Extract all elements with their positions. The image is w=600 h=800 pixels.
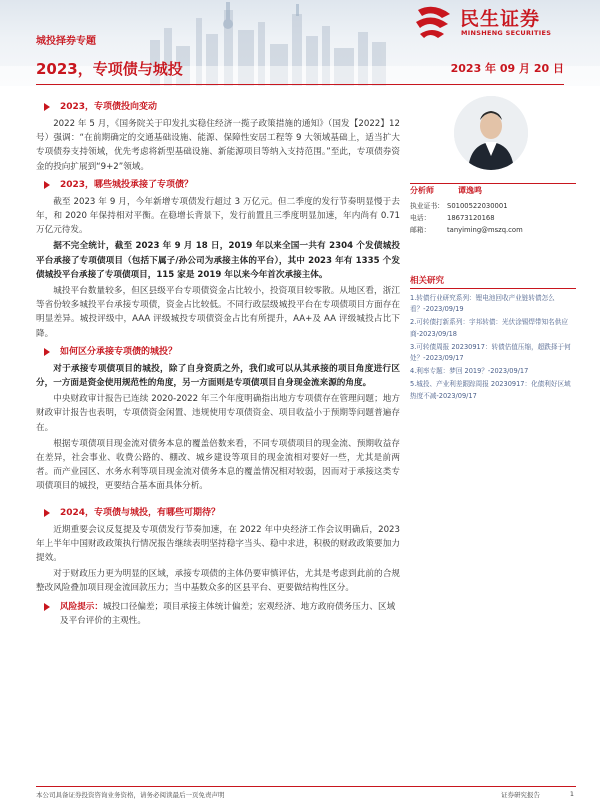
analyst-name: 谭逸鸣	[458, 186, 482, 195]
minsheng-logo-icon	[414, 4, 454, 40]
report-title: 2023，专项债与城投	[36, 60, 183, 78]
risk-text: 城投口径偏差；项目承接主体统计偏差；宏观经济、地方政府债务压力、区域及平台评价的主观性。	[60, 601, 396, 626]
paragraph: 2022 年 5 月，《国务院关于印发扎实稳住经济一揽子政策措施的通知》（国发【2022】12 号）强调：“在前期确定的交通基础设施、能源、保障性安居工程等 9 大领域基础上，适当扩大专项债券支持领域，优先考虑将新型基础设施、新能源项目等纳入支持范围。”至此，专项债券资金的投向扩展到“9+2”领域。	[36, 119, 400, 172]
series-tag: 城投择券专题	[36, 36, 96, 47]
paragraph: 根据专项债项目现金流对债务本息的覆盖倍数来看，不同专项债项目的现金流、预期收益存在差异，社会事业、收费公路的、棚改、城乡建设等项目的现金流相对要好一些，尤其是前两者。而产业园区、水务水利等项目现金流对债务本息的覆盖情况相对较弱，因而对于承接这类专项债项目的城投，更要结合基本面具体分析。	[36, 438, 400, 492]
arrow-bullet-icon	[44, 348, 50, 356]
paragraph: 对于财政压力更为明显的区域，承接专项债的主体仍要审慎评估，尤其是考虑到此前的合规整改风险叠加项目现金流回款压力；当中基数众多的区县平台、更要做结构性区分。	[36, 569, 400, 594]
logo-text-cn: 民生证券	[460, 8, 541, 30]
minsheng-logo	[414, 4, 584, 40]
related-divider	[410, 288, 576, 289]
report-date: 2023 年 09 月 20 日	[450, 62, 564, 75]
footer-disclaimer: 本公司具备证券投资咨询业务资格，请务必阅读最后一页免责声明	[36, 791, 225, 799]
analyst-license: 执业证书： S0100522030001	[410, 202, 508, 210]
related-research-heading: 相关研究	[410, 276, 445, 286]
page-number: 1	[569, 790, 574, 798]
analyst-phone: 电话： 18673120168	[410, 214, 495, 222]
main-content	[36, 96, 400, 631]
section-heading: 2023，哪些城投承接了专项债？	[44, 178, 400, 192]
section-heading: 2023，专项债投向变动	[44, 100, 400, 114]
arrow-bullet-icon	[44, 603, 50, 611]
header-divider	[36, 84, 564, 85]
risk-section	[44, 600, 400, 628]
related-research-list	[410, 293, 576, 404]
analyst-divider	[410, 183, 576, 184]
arrow-bullet-icon	[44, 103, 50, 111]
paragraph: 截至 2023 年 9 月，今年新增专项债发行超过 3 万亿元。但二季度的发行节奏明显慢于去年，和 2020 年保持相对平衡。在稳增长背景下，发行前置且三季度明显加速，年内尚有 0.71 万亿元待发。	[36, 196, 400, 236]
arrow-bullet-icon	[44, 509, 50, 517]
report-header	[0, 0, 600, 86]
analyst-email[interactable]: 邮箱： tanyiming@mszq.com	[410, 226, 523, 234]
related-item[interactable]: 1.转债行业研究系列：锂电池回收产业链转债怎么看？-2023/09/19	[410, 294, 555, 314]
analyst-avatar-icon	[454, 96, 528, 170]
section-heading: 如何区分承接专项债的城投？	[44, 345, 400, 359]
paragraph: 近期重要会议反复提及专项债发行节奏加速，在 2022 年中央经济工作会议明确后，2023 年上半年中国财政政策执行情况报告继续表明坚持稳字当头、稳中求进，积极的财政政策要加力提效。	[36, 524, 400, 564]
analyst-label: 分析师	[410, 186, 434, 195]
analyst-photo	[454, 96, 528, 170]
related-item[interactable]: 2.可转债打新系列：宇邦转债：光伏涂锡焊带知名供应商-2023/09/18	[410, 318, 568, 338]
related-item[interactable]: 3.可转债周报 20230917：转债估值压缩，超跌择于何处？-2023/09/17	[410, 342, 571, 363]
risk-heading: 风险提示：	[60, 601, 103, 612]
section-heading: 2024，专项债与城投，有哪些可期待？	[44, 506, 400, 520]
paragraph: 中央财政审计报告已连续 2020-2022 年三个年度明确指出地方专项债存在管理问题；地方财政审计报告也表明，专项债资金闲置、违规使用专项债资金、项目收益小于预期等问题普遍存在。	[36, 394, 400, 433]
arrow-bullet-icon	[44, 181, 50, 189]
related-item[interactable]: 4.利率专题：梦回 2019？-2023/09/17	[410, 367, 529, 376]
logo-text-en: MINSHENG SECURITIES	[461, 29, 552, 37]
paragraph: 对于承接专项债项目的城投，除了自身资质之外，我们或可以从其承接的项目角度进行区分，一方面是资金使用规范性的角度，另一方面则是专项债项目自身现金流来源的角度。	[36, 363, 400, 389]
footer-divider	[36, 786, 576, 787]
related-item[interactable]: 5.城投、产业利差跟踪周报 20230917：化债利好区域热度不减-2023/09/17	[410, 380, 571, 400]
paragraph: 城投平台数量较多，但区县级平台专项债资金占比较小，投资项目较零散。从地区看，浙江等省份较多城投平台承接专项债，资金占比较低。不同行政层级城投平台在专项债项目方面存在明显差异。城投评级中，AAA 评级城投专项债资金占比有所提升，AA+及 AA 评级城投占比下降。	[36, 286, 400, 339]
footer-report-type: 证券研究报告	[501, 791, 540, 799]
paragraph: 据不完全统计，截至 2023 年 9 月 18 日，2019 年以来全国一共有 2304 个发债城投平台承接了专项债项目（包括下属子/孙公司为承接主体的平台），其中 2023 年有 1335 个发债城投平台承接了专项债项目，115 家是 2019 年以来今年首次承接主体。	[36, 241, 400, 280]
